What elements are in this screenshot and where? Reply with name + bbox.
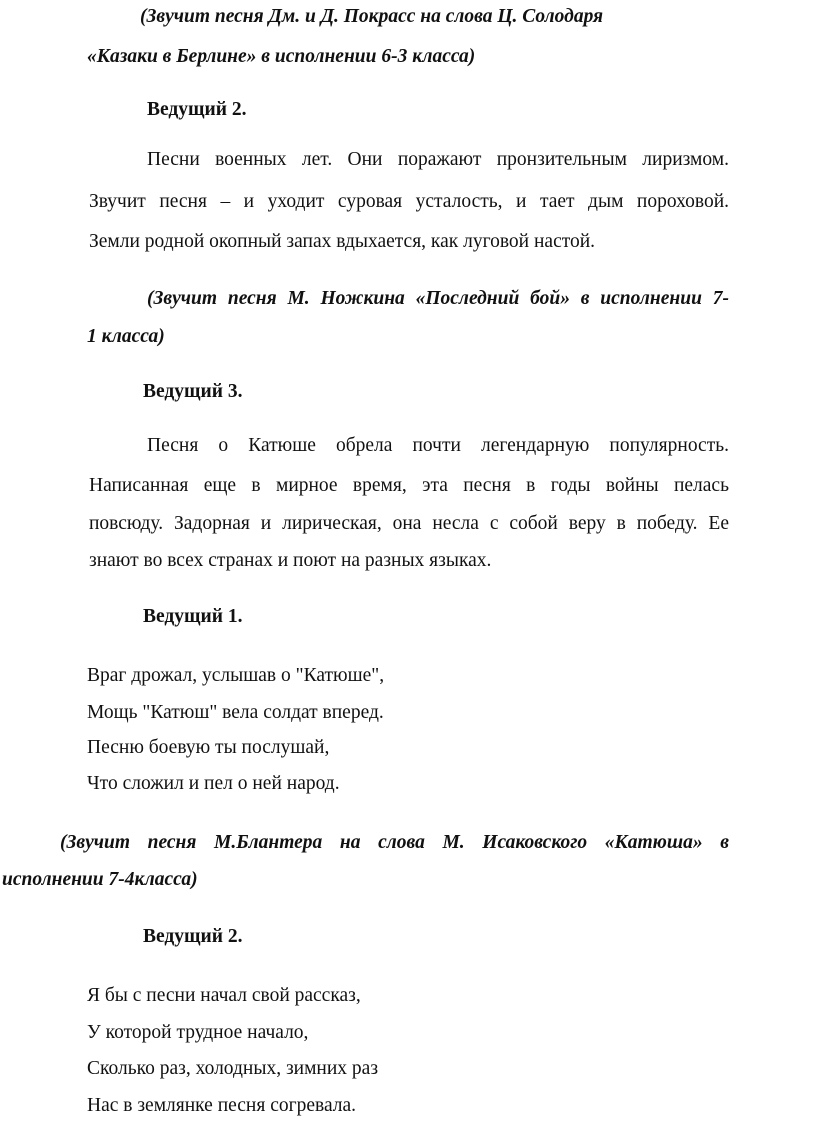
paragraph-2-line-3: повсюду. Задорная и лирическая, она несла с собой веру в победу. Ее: [89, 513, 729, 534]
poem-2-line-2: У которой трудное начало,: [87, 1022, 309, 1043]
speaker-heading-4: Ведущий 2.: [143, 926, 243, 947]
speaker-heading-1: Ведущий 2.: [147, 99, 247, 120]
stage-note-2-line-1: (Звучит песня М. Ножкина «Последний бой» в исполнении 7-: [147, 288, 729, 309]
poem-2-line-4: Нас в землянке песня согревала.: [87, 1095, 357, 1116]
poem-2-line-1: Я бы с песни начал свой рассказ,: [87, 985, 361, 1006]
stage-note-3-line-2: исполнении 7-4класса): [2, 869, 198, 890]
poem-1-line-3: Песню боевую ты послушай,: [87, 737, 330, 758]
paragraph-1-line-2: Звучит песня – и уходит суровая усталость, и тает дым пороховой.: [89, 191, 729, 212]
paragraph-2-line-2: Написанная еще в мирное время, эта песня в годы войны пелась: [89, 475, 729, 496]
stage-note-1-line-2: «Казаки в Берлине» в исполнении 6-3 класса): [87, 46, 476, 67]
paragraph-1-line-1: Песни военных лет. Они поражают пронзительным лиризмом.: [147, 149, 729, 170]
speaker-heading-2: Ведущий 3.: [143, 381, 243, 402]
paragraph-2-line-4: знают во всех странах и поют на разных языках.: [89, 550, 492, 571]
paragraph-2-line-1: Песня о Катюше обрела почти легендарную популярность.: [147, 435, 729, 456]
poem-1-line-1: Враг дрожал, услышав о "Катюше",: [87, 665, 385, 686]
paragraph-1-line-3: Земли родной окопный запах вдыхается, как луговой настой.: [89, 231, 596, 252]
stage-note-1-line-1: (Звучит песня Дм. и Д. Покрасс на слова Ц. Солодаря: [140, 6, 604, 27]
poem-1-line-4: Что сложил и пел о ней народ.: [87, 773, 340, 794]
stage-note-3-line-1: (Звучит песня М.Блантера на слова М. Исаковского «Катюша» в: [60, 832, 729, 853]
poem-1-line-2: Мощь "Катюш" вела солдат вперед.: [87, 702, 384, 723]
poem-2-line-3: Сколько раз, холодных, зимних раз: [87, 1058, 379, 1079]
stage-note-2-line-2: 1 класса): [87, 326, 165, 347]
speaker-heading-3: Ведущий 1.: [143, 606, 243, 627]
